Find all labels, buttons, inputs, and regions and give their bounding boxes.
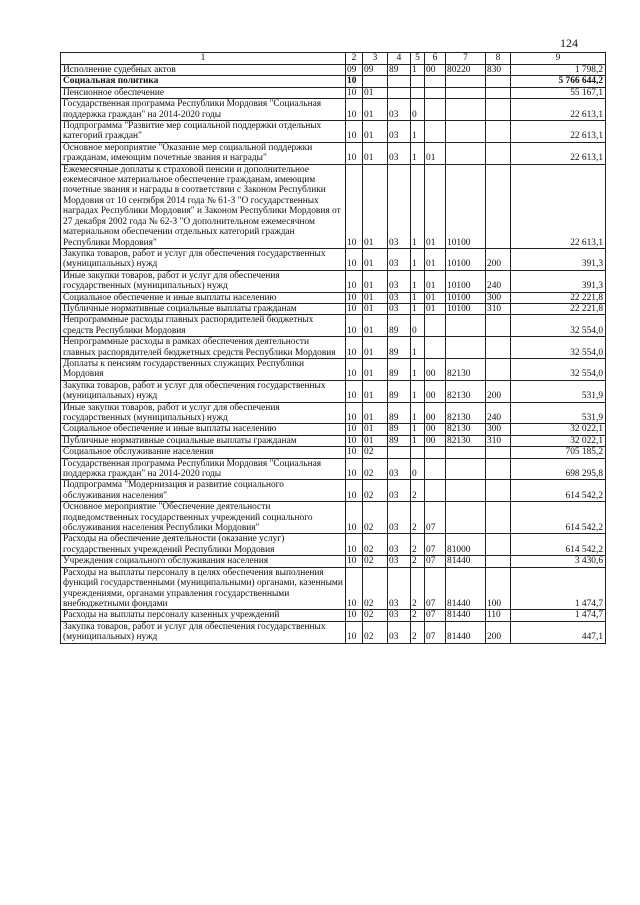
column-header: 2 [346,53,363,65]
code-activity [425,76,446,87]
table-row [61,534,606,556]
code-expense-type: 200 [486,380,511,402]
row-amount: 32 554,0 [511,315,606,337]
code-activity: 07 [425,556,446,567]
code-section: 10 [346,315,363,337]
code-expense-type: 240 [486,270,511,292]
table-row [61,164,606,248]
row-amount: 55 167,1 [511,87,606,98]
row-name: Расходы на обеспечение деятельности (оказание услуг) государственных учреждений Республики Мордовия [61,534,346,556]
code-section: 10 [346,337,363,359]
row-name: Подпрограмма "Развитие мер социальной поддержки отдельных категорий граждан" [61,121,346,143]
code-subprogram: 0 [411,315,425,337]
row-amount: 22 221,8 [511,303,606,314]
code-program: 03 [388,458,411,480]
table-row [61,621,606,643]
code-section: 10 [346,76,363,87]
code-activity: 01 [425,248,446,270]
code-program: 03 [388,121,411,143]
code-program: 03 [388,502,411,534]
code-section: 09 [346,65,363,76]
code-activity: 00 [425,424,446,435]
code-section: 10 [346,292,363,303]
code-direction [446,337,486,359]
code-subsection: 01 [363,358,388,380]
code-activity: 01 [425,270,446,292]
table-row [61,380,606,402]
row-name: Публичные нормативные социальные выплаты гражданам [61,303,346,314]
code-expense-type: 310 [486,435,511,446]
row-amount: 32 022,1 [511,424,606,435]
row-amount: 22 613,1 [511,164,606,248]
code-subprogram: 1 [411,142,425,164]
code-direction [446,142,486,164]
column-header: 6 [425,53,446,65]
row-name: Пенсионное обеспечение [61,87,346,98]
code-expense-type [486,337,511,359]
code-expense-type [486,447,511,458]
row-amount: 22 613,1 [511,99,606,121]
row-name: Публичные нормативные социальные выплаты гражданам [61,435,346,446]
code-subsection: 01 [363,303,388,314]
code-activity: 01 [425,164,446,248]
code-expense-type [486,164,511,248]
table-row [61,303,606,314]
code-expense-type [486,358,511,380]
row-amount: 614 542,2 [511,534,606,556]
code-subsection: 09 [363,65,388,76]
code-subprogram: 2 [411,621,425,643]
row-amount: 614 542,2 [511,502,606,534]
column-header: 7 [446,53,486,65]
row-name: Закупка товаров, работ и услуг для обеспечения государственных (муниципальных) нужд [61,380,346,402]
row-amount: 447,1 [511,621,606,643]
code-program: 89 [388,424,411,435]
code-subsection [363,76,388,87]
code-expense-type [486,121,511,143]
code-program: 89 [388,337,411,359]
row-name: Расходы на выплаты персоналу в целях обеспечения выполнения функций государственными (муниципальными) органами, казенными учреждениями, органами управления государственными внебюджетными фондами [61,567,346,610]
code-program: 03 [388,292,411,303]
code-direction [446,121,486,143]
code-subprogram: 2 [411,502,425,534]
row-name: Расходы на выплаты персоналу казенных учреждений [61,610,346,621]
code-program: 89 [388,435,411,446]
row-name: Ежемесячные доплаты к страховой пенсии и дополнительное ежемесячное материальное обеспечение гражданам, имеющим почетные звания и награды в соответствии с Законом Республики Мордовия от 10 сентября 2014 года № 61-З "О государственных наградах Республики Мордовия" и Законом Республики Мордовия от 27 декабря 2002 года № 62-З "О дополнительном ежемесячном материальном обеспечении отдельных категорий граждан Республики Мордовия" [61,164,346,248]
code-program: 03 [388,248,411,270]
table-row [61,76,606,87]
code-subsection: 02 [363,502,388,534]
code-program: 03 [388,556,411,567]
table-row [61,610,606,621]
code-section: 10 [346,502,363,534]
code-activity: 00 [425,380,446,402]
row-amount: 22 221,8 [511,292,606,303]
code-activity [425,87,446,98]
code-program: 03 [388,621,411,643]
code-subsection: 02 [363,480,388,502]
code-subprogram: 0 [411,458,425,480]
code-activity: 00 [425,358,446,380]
code-subprogram [411,447,425,458]
column-header: 5 [411,53,425,65]
code-subsection: 01 [363,292,388,303]
code-expense-type: 240 [486,402,511,424]
code-program: 03 [388,534,411,556]
row-name: Социальное обеспечение и иные выплаты населению [61,424,346,435]
code-activity: 01 [425,142,446,164]
table-row [61,358,606,380]
code-program: 03 [388,270,411,292]
code-section: 10 [346,480,363,502]
code-expense-type: 200 [486,621,511,643]
code-expense-type: 300 [486,292,511,303]
code-expense-type [486,87,511,98]
table-row [61,292,606,303]
code-activity: 07 [425,610,446,621]
code-subsection: 02 [363,621,388,643]
table-row [61,502,606,534]
code-subprogram: 1 [411,121,425,143]
code-subprogram: 1 [411,358,425,380]
row-amount: 32 022,1 [511,435,606,446]
code-activity [425,121,446,143]
row-name: Основное мероприятие "Обеспечение деятельности подведомственных государственных учреждений социального обслуживания населения Республики Мордовия" [61,502,346,534]
code-expense-type [486,76,511,87]
code-activity: 07 [425,567,446,610]
table-row [61,65,606,76]
row-name: Социальная политика [61,76,346,87]
code-direction: 81440 [446,567,486,610]
code-direction: 81000 [446,534,486,556]
row-amount: 3 430,6 [511,556,606,567]
row-amount: 614 542,2 [511,480,606,502]
code-section: 10 [346,447,363,458]
code-subsection: 01 [363,315,388,337]
table-row [61,142,606,164]
row-name: Иные закупки товаров, работ и услуг для обеспечения государственных (муниципальных) нужд [61,270,346,292]
code-activity [425,458,446,480]
table-row [61,337,606,359]
code-subsection: 01 [363,142,388,164]
code-direction: 81440 [446,556,486,567]
code-direction: 82130 [446,402,486,424]
row-name: Основное мероприятие "Оказание мер социальной поддержки гражданам, имеющим почетные звания и награды" [61,142,346,164]
row-amount: 1 474,7 [511,610,606,621]
code-program: 03 [388,303,411,314]
code-subsection: 02 [363,556,388,567]
code-direction: 81440 [446,610,486,621]
column-header: 8 [486,53,511,65]
row-amount: 22 613,1 [511,142,606,164]
code-subsection: 01 [363,337,388,359]
table-row [61,567,606,610]
row-name: Непрограммные расходы главных распорядителей бюджетных средств Республики Мордовия [61,315,346,337]
row-name: Исполнение судебных актов [61,65,346,76]
code-subprogram: 1 [411,164,425,248]
code-subprogram: 1 [411,435,425,446]
code-subprogram: 0 [411,99,425,121]
code-expense-type: 200 [486,248,511,270]
code-subsection: 02 [363,610,388,621]
row-amount: 531,9 [511,402,606,424]
code-activity: 00 [425,402,446,424]
table-row [61,435,606,446]
row-name: Подпрограмма "Модернизация и развитие социального обслуживания населения" [61,480,346,502]
code-activity [425,447,446,458]
code-section: 10 [346,534,363,556]
row-name: Иные закупки товаров, работ и услуг для обеспечения государственных (муниципальных) нужд [61,402,346,424]
code-subprogram: 1 [411,337,425,359]
code-program [388,76,411,87]
code-program: 89 [388,65,411,76]
code-expense-type: 110 [486,610,511,621]
code-subsection: 01 [363,402,388,424]
code-expense-type [486,142,511,164]
code-direction [446,458,486,480]
code-direction: 10100 [446,164,486,248]
code-activity [425,99,446,121]
row-amount: 705 185,2 [511,447,606,458]
code-section: 10 [346,402,363,424]
table-row [61,458,606,480]
code-direction [446,99,486,121]
code-subsection: 01 [363,164,388,248]
table-row [61,402,606,424]
code-subsection: 01 [363,380,388,402]
code-direction: 80220 [446,65,486,76]
code-subprogram: 1 [411,65,425,76]
table-row [61,315,606,337]
code-program: 03 [388,567,411,610]
table-row [61,87,606,98]
row-amount: 391,3 [511,248,606,270]
code-section: 10 [346,248,363,270]
code-section: 10 [346,424,363,435]
code-section: 10 [346,621,363,643]
code-direction: 10100 [446,248,486,270]
column-header: 9 [511,53,606,65]
code-program: 03 [388,480,411,502]
code-subprogram: 2 [411,556,425,567]
code-section: 10 [346,435,363,446]
budget-table [60,52,606,644]
code-subprogram: 2 [411,610,425,621]
code-expense-type [486,315,511,337]
code-subsection: 01 [363,270,388,292]
code-activity: 00 [425,435,446,446]
row-amount: 1 474,7 [511,567,606,610]
code-direction [446,315,486,337]
row-amount: 391,3 [511,270,606,292]
code-activity: 00 [425,65,446,76]
code-activity: 07 [425,502,446,534]
table-row [61,270,606,292]
code-direction [446,502,486,534]
code-subprogram: 1 [411,402,425,424]
code-subsection: 01 [363,99,388,121]
code-direction: 10100 [446,270,486,292]
code-expense-type [486,502,511,534]
code-subsection: 01 [363,248,388,270]
code-subprogram: 1 [411,303,425,314]
code-section: 10 [346,567,363,610]
code-direction: 82130 [446,424,486,435]
code-subprogram: 1 [411,380,425,402]
table-row [61,556,606,567]
code-expense-type [486,458,511,480]
code-program: 03 [388,610,411,621]
code-expense-type [486,480,511,502]
row-amount: 1 798,2 [511,65,606,76]
code-subprogram: 1 [411,248,425,270]
code-program: 89 [388,315,411,337]
code-subsection: 02 [363,567,388,610]
table-row [61,99,606,121]
table-row [61,121,606,143]
row-name: Социальное обеспечение и иные выплаты населению [61,292,346,303]
code-expense-type: 300 [486,424,511,435]
code-activity [425,337,446,359]
row-name: Доплаты к пенсиям государственных служащих Республики Мордовия [61,358,346,380]
code-subprogram: 1 [411,270,425,292]
table-header-row [61,53,606,65]
code-program [388,447,411,458]
table-body [61,65,606,644]
column-header: 3 [363,53,388,65]
row-name: Закупка товаров, работ и услуг для обеспечения государственных (муниципальных) нужд [61,248,346,270]
code-expense-type: 830 [486,65,511,76]
row-amount: 32 554,0 [511,358,606,380]
code-subprogram [411,87,425,98]
code-activity [425,480,446,502]
code-subprogram: 2 [411,567,425,610]
code-activity: 07 [425,621,446,643]
code-direction [446,87,486,98]
row-amount: 22 613,1 [511,121,606,143]
code-subsection: 01 [363,121,388,143]
code-subprogram [411,76,425,87]
code-section: 10 [346,121,363,143]
code-direction [446,480,486,502]
page-number: 124 [560,36,578,50]
code-section: 10 [346,556,363,567]
code-direction: 81440 [446,621,486,643]
code-subprogram: 1 [411,424,425,435]
code-subsection: 01 [363,87,388,98]
code-section: 10 [346,458,363,480]
code-subprogram: 2 [411,480,425,502]
code-expense-type: 310 [486,303,511,314]
table-row [61,248,606,270]
code-activity: 01 [425,303,446,314]
code-direction: 82130 [446,380,486,402]
code-direction [446,76,486,87]
code-subsection: 01 [363,424,388,435]
code-section: 10 [346,164,363,248]
code-section: 10 [346,303,363,314]
code-activity: 01 [425,292,446,303]
code-section: 10 [346,380,363,402]
row-amount: 5 766 644,2 [511,76,606,87]
code-program: 03 [388,99,411,121]
code-section: 10 [346,99,363,121]
code-activity: 07 [425,534,446,556]
row-name: Учреждения социального обслуживания населения [61,556,346,567]
code-activity [425,315,446,337]
code-expense-type [486,99,511,121]
code-direction [446,447,486,458]
code-program [388,87,411,98]
row-name: Непрограммные расходы в рамках обеспечения деятельности главных распорядителей бюджетных средств Республики Мордовия [61,337,346,359]
table-row [61,447,606,458]
code-direction: 10100 [446,292,486,303]
code-direction: 82130 [446,435,486,446]
code-program: 89 [388,380,411,402]
code-program: 03 [388,142,411,164]
code-section: 10 [346,142,363,164]
column-header: 4 [388,53,411,65]
code-section: 10 [346,270,363,292]
row-name: Закупка товаров, работ и услуг для обеспечения государственных (муниципальных) нужд [61,621,346,643]
code-expense-type: 100 [486,567,511,610]
code-subsection: 02 [363,534,388,556]
code-direction: 10100 [446,303,486,314]
code-subprogram: 2 [411,534,425,556]
code-program: 89 [388,402,411,424]
code-section: 10 [346,610,363,621]
code-program: 89 [388,358,411,380]
code-expense-type [486,534,511,556]
row-name: Социальное обслуживание населения [61,447,346,458]
table-row [61,424,606,435]
row-amount: 698 295,8 [511,458,606,480]
code-section: 10 [346,358,363,380]
row-name: Государственная программа Республики Мордовия "Социальная поддержка граждан" на 2014-2020 годы [61,99,346,121]
code-subprogram: 1 [411,292,425,303]
row-name: Государственная программа Республики Мордовия "Социальная поддержка граждан" на 2014-2020 годы [61,458,346,480]
column-header: 1 [61,53,346,65]
code-expense-type [486,556,511,567]
code-section: 10 [346,87,363,98]
row-amount: 531,9 [511,380,606,402]
code-direction: 82130 [446,358,486,380]
code-subsection: 02 [363,458,388,480]
row-amount: 32 554,0 [511,337,606,359]
code-subsection: 02 [363,447,388,458]
code-program: 03 [388,164,411,248]
code-subsection: 01 [363,435,388,446]
table-row [61,480,606,502]
